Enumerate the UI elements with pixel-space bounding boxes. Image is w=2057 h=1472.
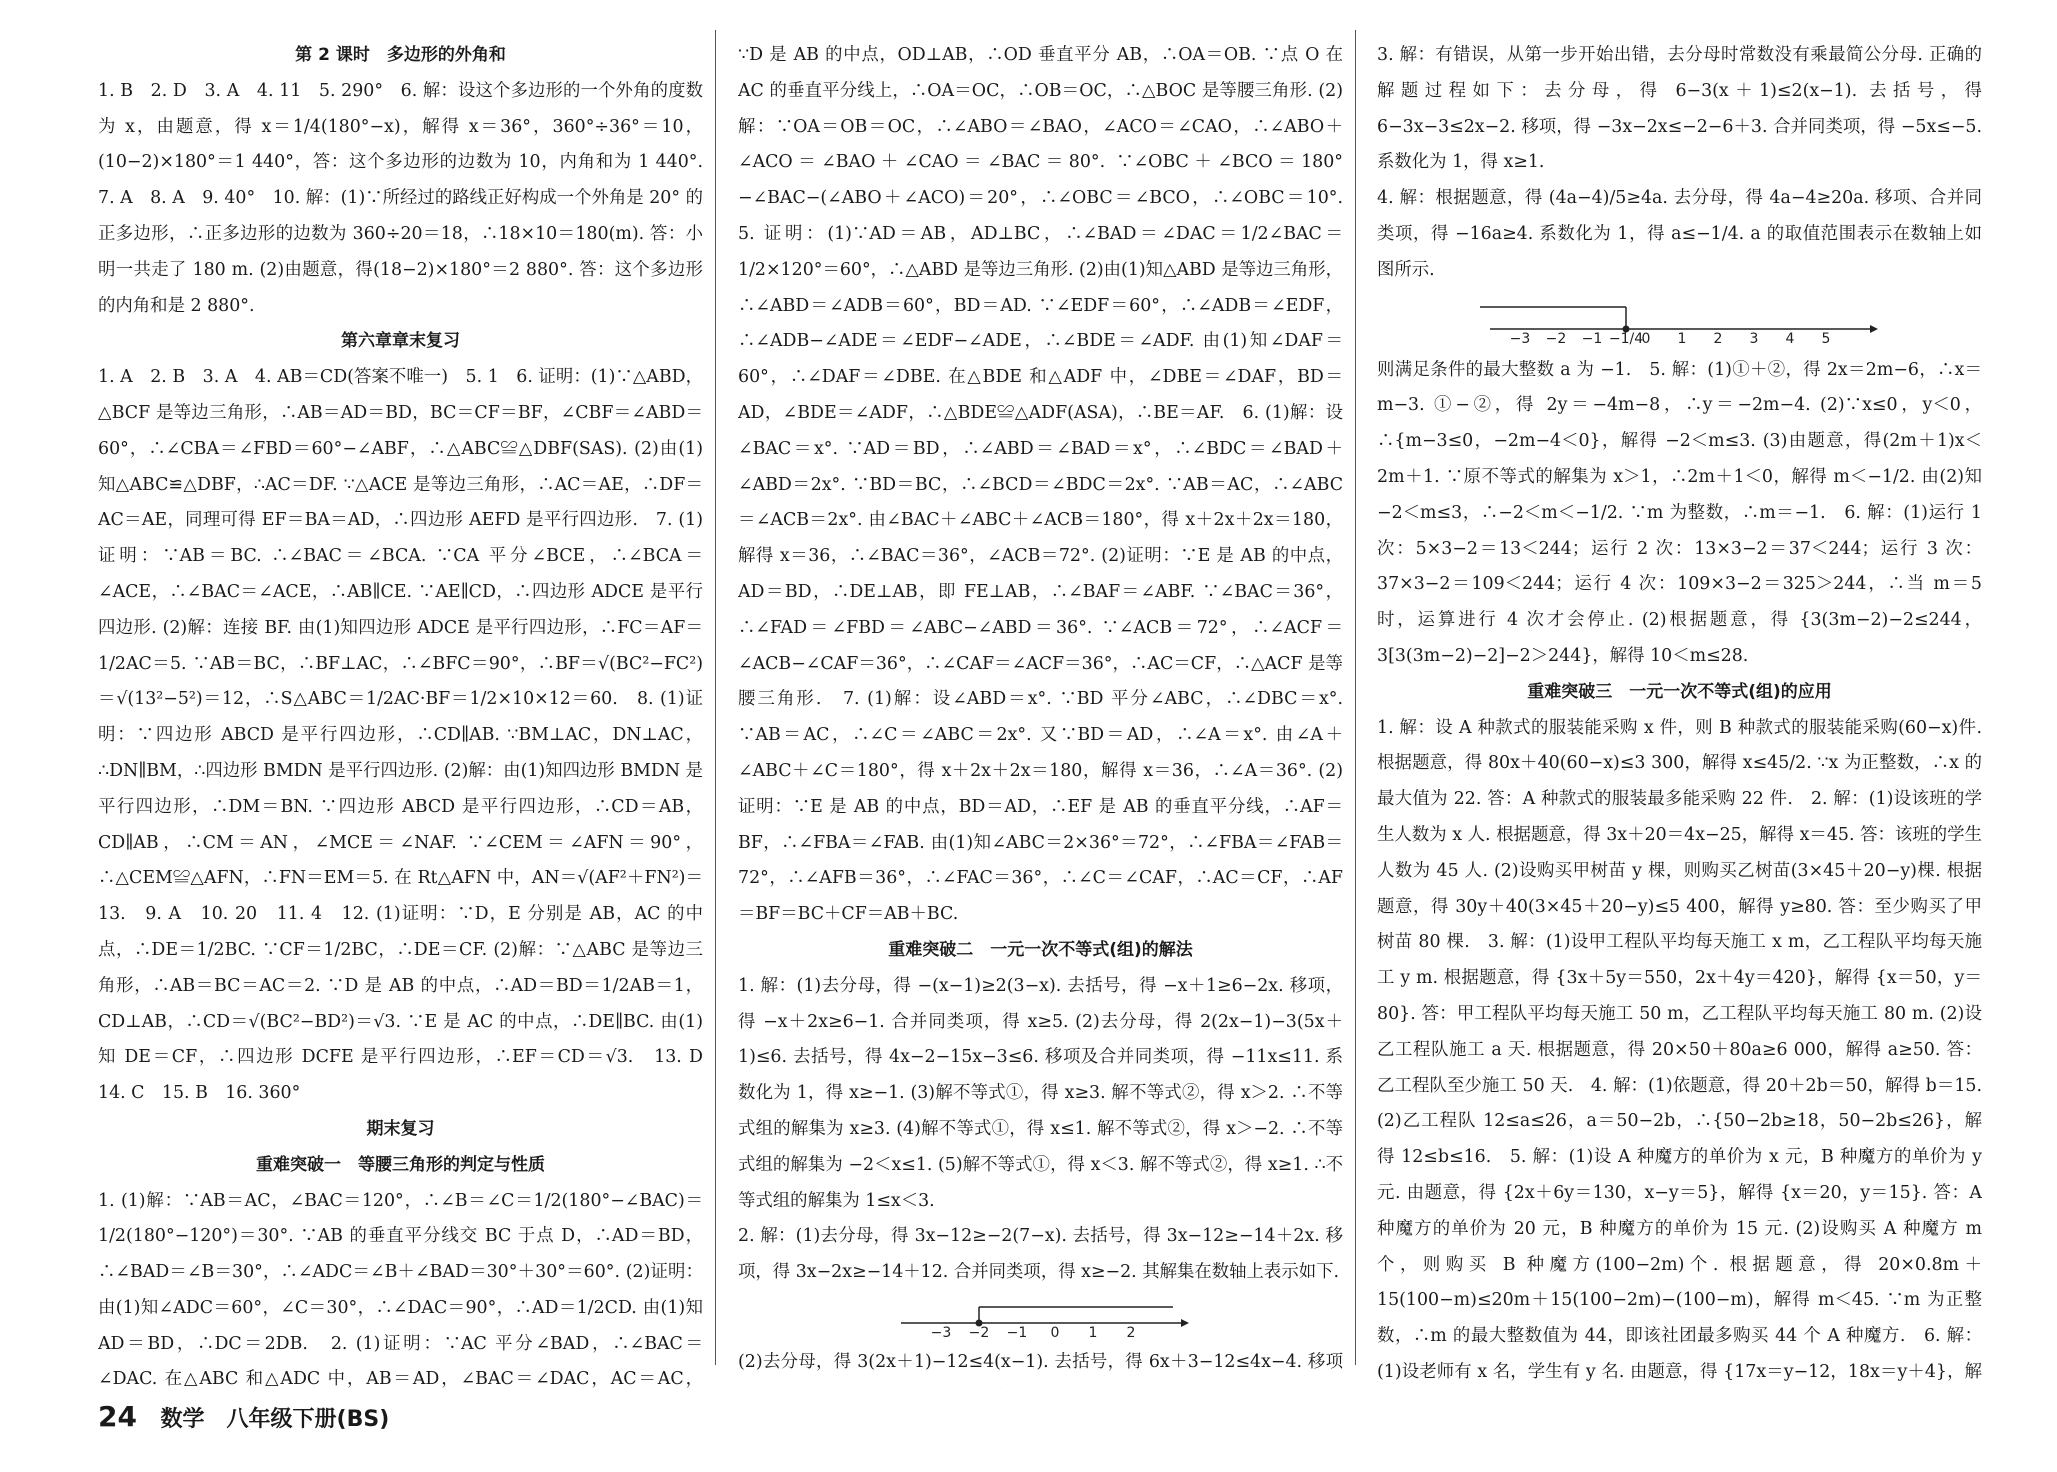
- answer-text: 1. A 2. B 3. A 4. AB＝CD(答案不唯一) 5. 1 6. 证明：(1)∵△ABD，△BCF 是等边三角形，∴AB＝AD＝BD，BC＝CF＝BF，∠CBF＝∠ABD＝60°，∴∠CBA＝∠FBD＝60°−∠ABF，∴△ABC≌△DBF(SAS). (2)由(1)知△ABC≌△DBF，∴AC＝DF. ∵△ACE 是等边三角形，∴AC＝AE，∴DF＝AC＝AE，同理可得 EF＝BA＝AD，∴四边形 AEFD 是平行四边形. 7. (1)证明：∵AB＝BC. ∴∠BAC＝∠BCA. ∵CA 平分∠BCE，∴∠BCA＝∠ACE，∴∠BAC＝∠ACE，∴AB∥CE. ∵AE∥CD，∴四边形 ADCE 是平行四边形. (2)解：连接 BF. 由(1)知四边形 ADCE 是平行四边形，∴FC＝AF＝1/2AC＝5. ∵AB＝BC，∴BF⊥AC，∴∠BFC＝90°，∴BF＝√(BC²−FC²)＝√(13²−5²)＝12，∴S△ABC＝1/2AC·BF＝1/2×10×12＝60. 8. (1)证明：∵四边形 ABCD 是平行四边形，∴CD∥AB. ∵BM⊥AC，DN⊥AC，∴DN∥BM，∴四边形 BMDN 是平行四边形. (2)解：由(1)知四边形 BMDN 是平行四边形，∴DM＝BN. ∵四边形 ABCD 是平行四边形，∴CD＝AB，CD∥AB，∴CM＝AN，∠MCE＝∠NAF. ∵∠CEM＝∠AFN＝90°，∴△CEM≌△AFN，∴FN＝EM＝5. 在 Rt△AFN 中，AN＝√(AF²＋FN²)＝13. 9. A 10. 20 11. 4 12. (1)证明：∵D，E 分别是 AB，AC 的中点，∴DE＝1/2BC. ∵CF＝1/2BC，∴DE＝CF. (2)解：∵△ABC 是等边三角形，∴AB＝BC＝AC＝2. ∵D 是 AB 的中点，∴AD＝BD＝1/2AB＝1，CD⊥AB，∴CD＝√(BC²−BD²)＝√3. ∵E 是 AC 的中点，∴DE∥BC. 由(1)知 DE＝CF，∴四边形 DCFE 是平行四边形，∴EF＝CD＝√3. 13. D 14. C 15. B 16. 360°: [98, 367, 703, 1104]
- section-heading: 重难突破三 一元一次不等式(组)的应用: [1527, 681, 1832, 702]
- book-title: 数学 八年级下册(BS): [160, 1407, 390, 1432]
- tick-label: −2: [1545, 330, 1566, 347]
- tick-label: 3: [1749, 330, 1758, 347]
- answer-text: 4. 解：根据题意，得 (4a−4)/5≥4a. 去分母，得 4a−4≥20a. 移项、合并同类项，得 −16a≥4. 系数化为 1，得 a≤−1/4. a 的取值范围表示在数轴上如图所示.: [1377, 188, 1982, 280]
- tick-label: −1/4: [1608, 330, 1643, 347]
- tick-label: 5: [1821, 330, 1830, 347]
- answer-text: 1. B 2. D 3. A 4. 11 5. 290° 6. 解：设这个多边形的一个外角的度数为 x，由题意，得 x＝1/4(180°−x)，解得 x＝36°，360°÷36°＝10，(10−2)×180°＝1 440°，答：这个多边形的边数为 10，内角和为 1 440°. 7. A 8. A 9. 40° 10. 解：(1)∵所经过的路线正好构成一个外角是 20° 的正多边形，∴正多边形的边数为 360÷20＝18，∴18×10＝180(m). 答：小明一共走了 180 m. (2)由题意，得(18−2)×180°＝2 880°. 答：这个多边形的内角和是 2 880°.: [98, 80, 703, 316]
- tick-label: 0: [1050, 1324, 1059, 1339]
- page-number: 24: [98, 1400, 137, 1433]
- tick-label: 1: [1088, 1324, 1097, 1339]
- answer-text: 1. 解：设 A 种款式的服装能采购 x 件，则 B 种款式的服装能采购(60−x)件. 根据题意，得 80x＋40(60−x)≤3 300，解得 x≤45/2. ∵x 为正整数，∴x 的最大值为 22. 答：A 种款式的服装最多能采购 22 件. 2. 解：(1)设该班的学生人数为 x 人. 根据题意，得 3x＋20＝4x−25，解得 x＝45. 答：该班的学生人数为 45 人. (2)设购买甲树苗 y 棵，则购买乙树苗(3×45＋20−y)棵. 根据题意，得 30y＋40(3×45＋20−y)≤5 400，解得 y≥80. 答：至少购买了甲树苗 80 棵. 3. 解：(1)设甲工程队平均每天施工 x m，乙工程队平均每天施工 y m. 根据题意，得 {3x＋5y＝550，2x＋4y＝420}，解得 {x＝50，y＝80}. 答：甲工程队平均每天施工 50 m，乙工程队平均每天施工 80 m. (2)设乙工程队施工 a 天. 根据题意，得 20×50＋80a≥6 000，解得 a≥50. 答：乙工程队至少施工 50 天. 4. 解：(1)依题意，得 20＋2b＝50，解得 b＝15. (2)乙工程队 12≤a≤26，a＝50−2b，∴{50−2b≥18，50−2b≤26}，解得 12≤b≤16. 5. 解：(1)设 A 种魔方的单价为 x 元，B 种魔方的单价为 y 元. 由题意，得 {2x＋6y＝130，x−y＝5}，解得 {x＝20，y＝15}. 答：A 种魔方的单价为 20 元，B 种魔方的单价为 15 元. (2)设购买 A 种魔方 m 个，则购买 B 种魔方(100−2m)个. 根据题意，得 20×0.8m＋15(100−m)≤20m＋15(100−2m)−(100−m)，解得 m＜45. ∵m 为正整数，∴m 的最大整数值为 44，即该社团最多购买 44 个 A 种魔方. 6. 解：(1)设老师有 x 名，学生有 y 名. 由题意，得 {17x＝y−12，18x＝y＋4}，解: [1377, 717, 1982, 1382]
- tick-label: −1: [1006, 1324, 1027, 1339]
- section-heading: 第六章章末复习: [341, 331, 460, 352]
- column-divider-1: [715, 30, 716, 1365]
- page-footer: [98, 1400, 389, 1433]
- section-heading: 重难突破一 等腰三角形的判定与性质: [256, 1154, 545, 1175]
- column-3: [1377, 38, 1982, 1388]
- answer-text: 3. 解：有错误，从第一步开始出错，去分母时常数没有乘最简公分母. 正确的解题过程如下：去分母，得 6−3(x＋1)≤2(x−1). 去括号，得 6−3x−3≤2x−2. 移项，得 −3x−2x≤−2−6＋3. 合并同类项，得 −5x≤−5. 系数化为 1，得 x≥1.: [1377, 45, 1982, 173]
- tick-label: −1: [1581, 330, 1602, 347]
- column-2: [738, 38, 1343, 1388]
- tick-labels: [930, 1325, 1135, 1339]
- tick-label: −3: [930, 1324, 951, 1339]
- number-line: [1470, 295, 1890, 347]
- tick-label: 4: [1785, 330, 1794, 347]
- number-line: [891, 1297, 1191, 1339]
- answer-text: 则满足条件的最大整数 a 为 −1. 5. 解：(1)①＋②，得 2x＝2m−6，∴x＝m−3. ①−②，得 2y＝−4m−8，∴y＝−2m−4. (2)∵x≤0，y＜0，∴{m−3≤0，−2m−4＜0}，解得 −2＜m≤3. (3)由题意，得(2m＋1)x＜2m＋1. ∵原不等式的解集为 x＞1，∴2m＋1＜0，解得 m＜−1/2. 由(2)知 −2＜m≤3，∴−2＜m＜−1/2. ∵m 为整数，∴m＝−1. 6. 解：(1)运行 1 次：5×3−2＝13＜244；运行 2 次：13×3−2＝37＜244；运行 3 次：37×3−2＝109＜244；运行 4 次：109×3−2＝325＞244，∴当 m＝5 时，运算进行 4 次才会停止. (2)根据题意，得 {3(3m−2)−2≤244，3[3(3m−2)−2]−2＞244}，解得 10＜m≤28.: [1377, 359, 1982, 666]
- answer-text: ∵D 是 AB 的中点，OD⊥AB，∴OD 垂直平分 AB，∴OA＝OB. ∵点 O 在 AC 的垂直平分线上，∴OA＝OC，∴OB＝OC，∴△BOC 是等腰三角形. (2)解：∵OA＝OB＝OC，∴∠ABO＝∠BAO，∠ACO＝∠CAO，∴∠ABO＋∠ACO＝∠BAO＋∠CAO＝∠BAC＝80°. ∵∠OBC＋∠BCO＝180°−∠BAC−(∠ABO＋∠ACO)＝20°，∴∠OBC＝∠BCO，∴∠OBC＝10°. 5. 证明：(1)∵AD＝AB，AD⊥BC，∴∠BAD＝∠DAC＝1/2∠BAC＝1/2×120°＝60°，∴△ABD 是等边三角形. (2)由(1)知△ABD 是等边三角形，∴∠ABD＝∠ADB＝60°，BD＝AD. ∵∠EDF＝60°，∴∠ADB＝∠EDF，∴∠ADB−∠ADE＝∠EDF−∠ADE，∴∠BDE＝∠ADF. 由(1)知∠DAF＝60°，∴∠DAF＝∠DBE. 在△BDE 和△ADF 中，∠DBE＝∠DAF，BD＝AD，∠BDE＝∠ADF，∴△BDE≌△ADF(ASA)，∴BE＝AF. 6. (1)解：设∠BAC＝x°. ∵AD＝BD，∴∠ABD＝∠BAD＝x°，∴∠BDC＝∠BAD＋∠ABD＝2x°. ∵BD＝BC，∴∠BCD＝∠BDC＝2x°. ∵AB＝AC，∴∠ABC＝∠ACB＝2x°. 由∠BAC＋∠ABC＋∠ACB＝180°，得 x＋2x＋2x＝180，解得 x＝36，∴∠BAC＝36°，∠ACB＝72°. (2)证明：∵E 是 AB 的中点，AD＝BD，∴DE⊥AB，即 FE⊥AB，∴∠BAF＝∠ABF. ∵∠BAC＝36°，∴∠FAD＝∠FBD＝∠ABC−∠ABD＝36°. ∵∠ACB＝72°，∴∠ACF＝∠ACB−∠CAF＝36°，∴∠CAF＝∠ACF＝36°，∴AC＝CF，∴△ACF 是等腰三角形. 7. (1)解：设∠ABD＝x°. ∵BD 平分∠ABC，∴∠DBC＝x°. ∵AB＝AC，∴∠C＝∠ABC＝2x°. 又∵BD＝AD，∴∠A＝x°. 由∠A＋∠ABC＋∠C＝180°，得 x＋2x＋2x＝180，解得 x＝36，∴∠A＝36°. (2)证明：∵E 是 AB 的中点，BD＝AD，∴EF 是 AB 的垂直平分线，∴AF＝BF，∴∠FBA＝∠FAB. 由(1)知∠ABC＝2×36°＝72°，∴∠FBA＝∠FAB＝72°，∴∠AFB＝36°，∴∠FAC＝36°，∴∠C＝∠CAF，∴AC＝CF，∴AF＝BF＝BC＋CF＝AB＋BC.: [738, 45, 1343, 925]
- tick-label: 2: [1713, 330, 1722, 347]
- tick-label: −3: [1509, 330, 1530, 347]
- answer-text: 2. 解：(1)去分母，得 3x−12≥−2(7−x). 去括号，得 3x−12≥−14＋2x. 移项，得 3x−2x≥−14＋12. 合并同类项，得 x≥−2. 其解集在数轴上表示如下.: [738, 1226, 1343, 1283]
- column-1: [98, 38, 703, 1388]
- answer-text: 1. (1)解：∵AB＝AC，∠BAC＝120°，∴∠B＝∠C＝1/2(180°−∠BAC)＝1/2(180°−120°)＝30°. ∵AB 的垂直平分线交 BC 于点 D，∴AD＝BD，∴∠BAD＝∠B＝30°，∴∠ADC＝∠B＋∠BAD＝30°＋30°＝60°. (2)证明：由(1)知∠ADC＝60°，∠C＝30°，∴∠DAC＝90°，∴AD＝1/2CD. 由(1)知 AD＝BD，∴DC＝2DB. 2. (1)证明：∵AC 平分∠BAD，∴∠BAC＝∠DAC. 在△ABC 和△ADC 中，AB＝AD，∠BAC＝∠DAC，AC＝AC，: [98, 1190, 703, 1388]
- answer-text: (2)去分母，得 3(2x＋1)−12≤4(x−1). 去括号，得 6x＋3−12≤4x−4. 移项: [738, 1351, 1343, 1372]
- tick-label: 1: [1677, 330, 1686, 347]
- column-divider-2: [1355, 30, 1356, 1365]
- section-heading: 期末复习: [366, 1118, 435, 1139]
- section-heading: 重难突破二 一元一次不等式(组)的解法: [888, 939, 1193, 960]
- tick-label: 2: [1126, 1324, 1135, 1339]
- section-heading: 第 2 课时 多边形的外角和: [295, 45, 506, 65]
- tick-label: −2: [968, 1324, 989, 1339]
- answer-text: 1. 解：(1)去分母，得 −(x−1)≥2(3−x). 去括号，得 −x＋1≥6−2x. 移项，得 −x＋2x≥6−1. 合并同类项，得 x≥5. (2)去分母，得 2(2x−1)−3(5x＋1)≤6. 去括号，得 4x−2−15x−3≤6. 移项及合并同类项，得 −11x≤11. 系数化为 1，得 x≥−1. (3)解不等式①，得 x≥3. 解不等式②，得 x＞2. ∴不等式组的解集为 x≥3. (4)解不等式①，得 x≤1. 解不等式②，得 x＞−2. ∴不等式组的解集为 −2＜x≤1. (5)解不等式①，得 x＜3. 解不等式②，得 x≥1. ∴不等式组的解集为 1≤x＜3.: [738, 975, 1343, 1211]
- tick-label: 0: [1641, 330, 1650, 347]
